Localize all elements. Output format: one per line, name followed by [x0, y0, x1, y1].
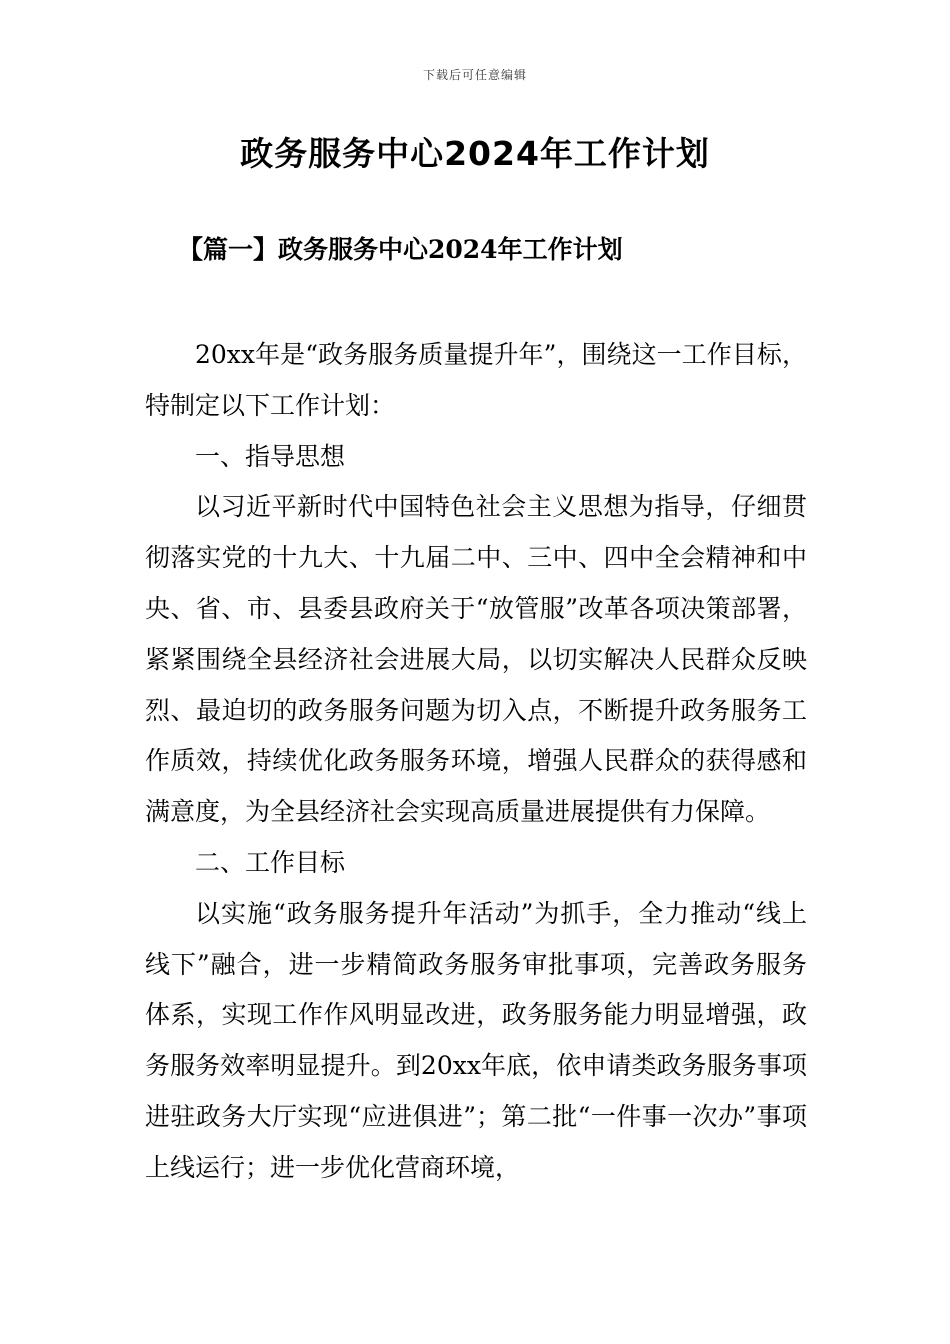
work-goals-paragraph: 以实施“政务服务提升年活动”为抓手，全力推动“线上线下”融合，进一步精简政务服务审批事项，完善政务服务体系，实现工作作风明显改进，政务服务能力明显增强，政务服务效率明显提升。到20xx年底，依申请类政务服务事项进驻政务大厅实现“应进俱进”；第二批“一件事一次办”事项上线运行；进一步优化营商环境，	[145, 898, 807, 1182]
guiding-ideology-paragraph: 以习近平新时代中国特色社会主义思想为指导，仔细贯彻落实党的十九大、十九届二中、三中、四中全会精神和中央、省、市、县委县政府关于“放管服”改革各项决策部署，紧紧围绕全县经济社会进展大局，以切实解决人民群众反映烈、最迫切的政务服务问题为切入点，不断提升政务服务工作质效，持续优化政务服务环境，增强人民群众的获得感和满意度，为全县经济社会实现高质量进展提供有力保障。	[145, 492, 807, 827]
heading-work-goals: 二、工作目标	[195, 847, 346, 877]
document-body	[145, 330, 807, 1194]
document-title: 政务服务中心2024年工作计划	[240, 134, 710, 173]
heading-guiding-ideology: 一、指导思想	[195, 441, 346, 471]
intro-paragraph: 20xx年是“政务服务质量提升年”，围绕这一工作目标，特制定以下工作计划：	[145, 340, 807, 420]
section-heading: 【篇一】政务服务中心2024年工作计划	[178, 235, 623, 264]
header-note: 下载后可任意编辑	[422, 68, 527, 82]
